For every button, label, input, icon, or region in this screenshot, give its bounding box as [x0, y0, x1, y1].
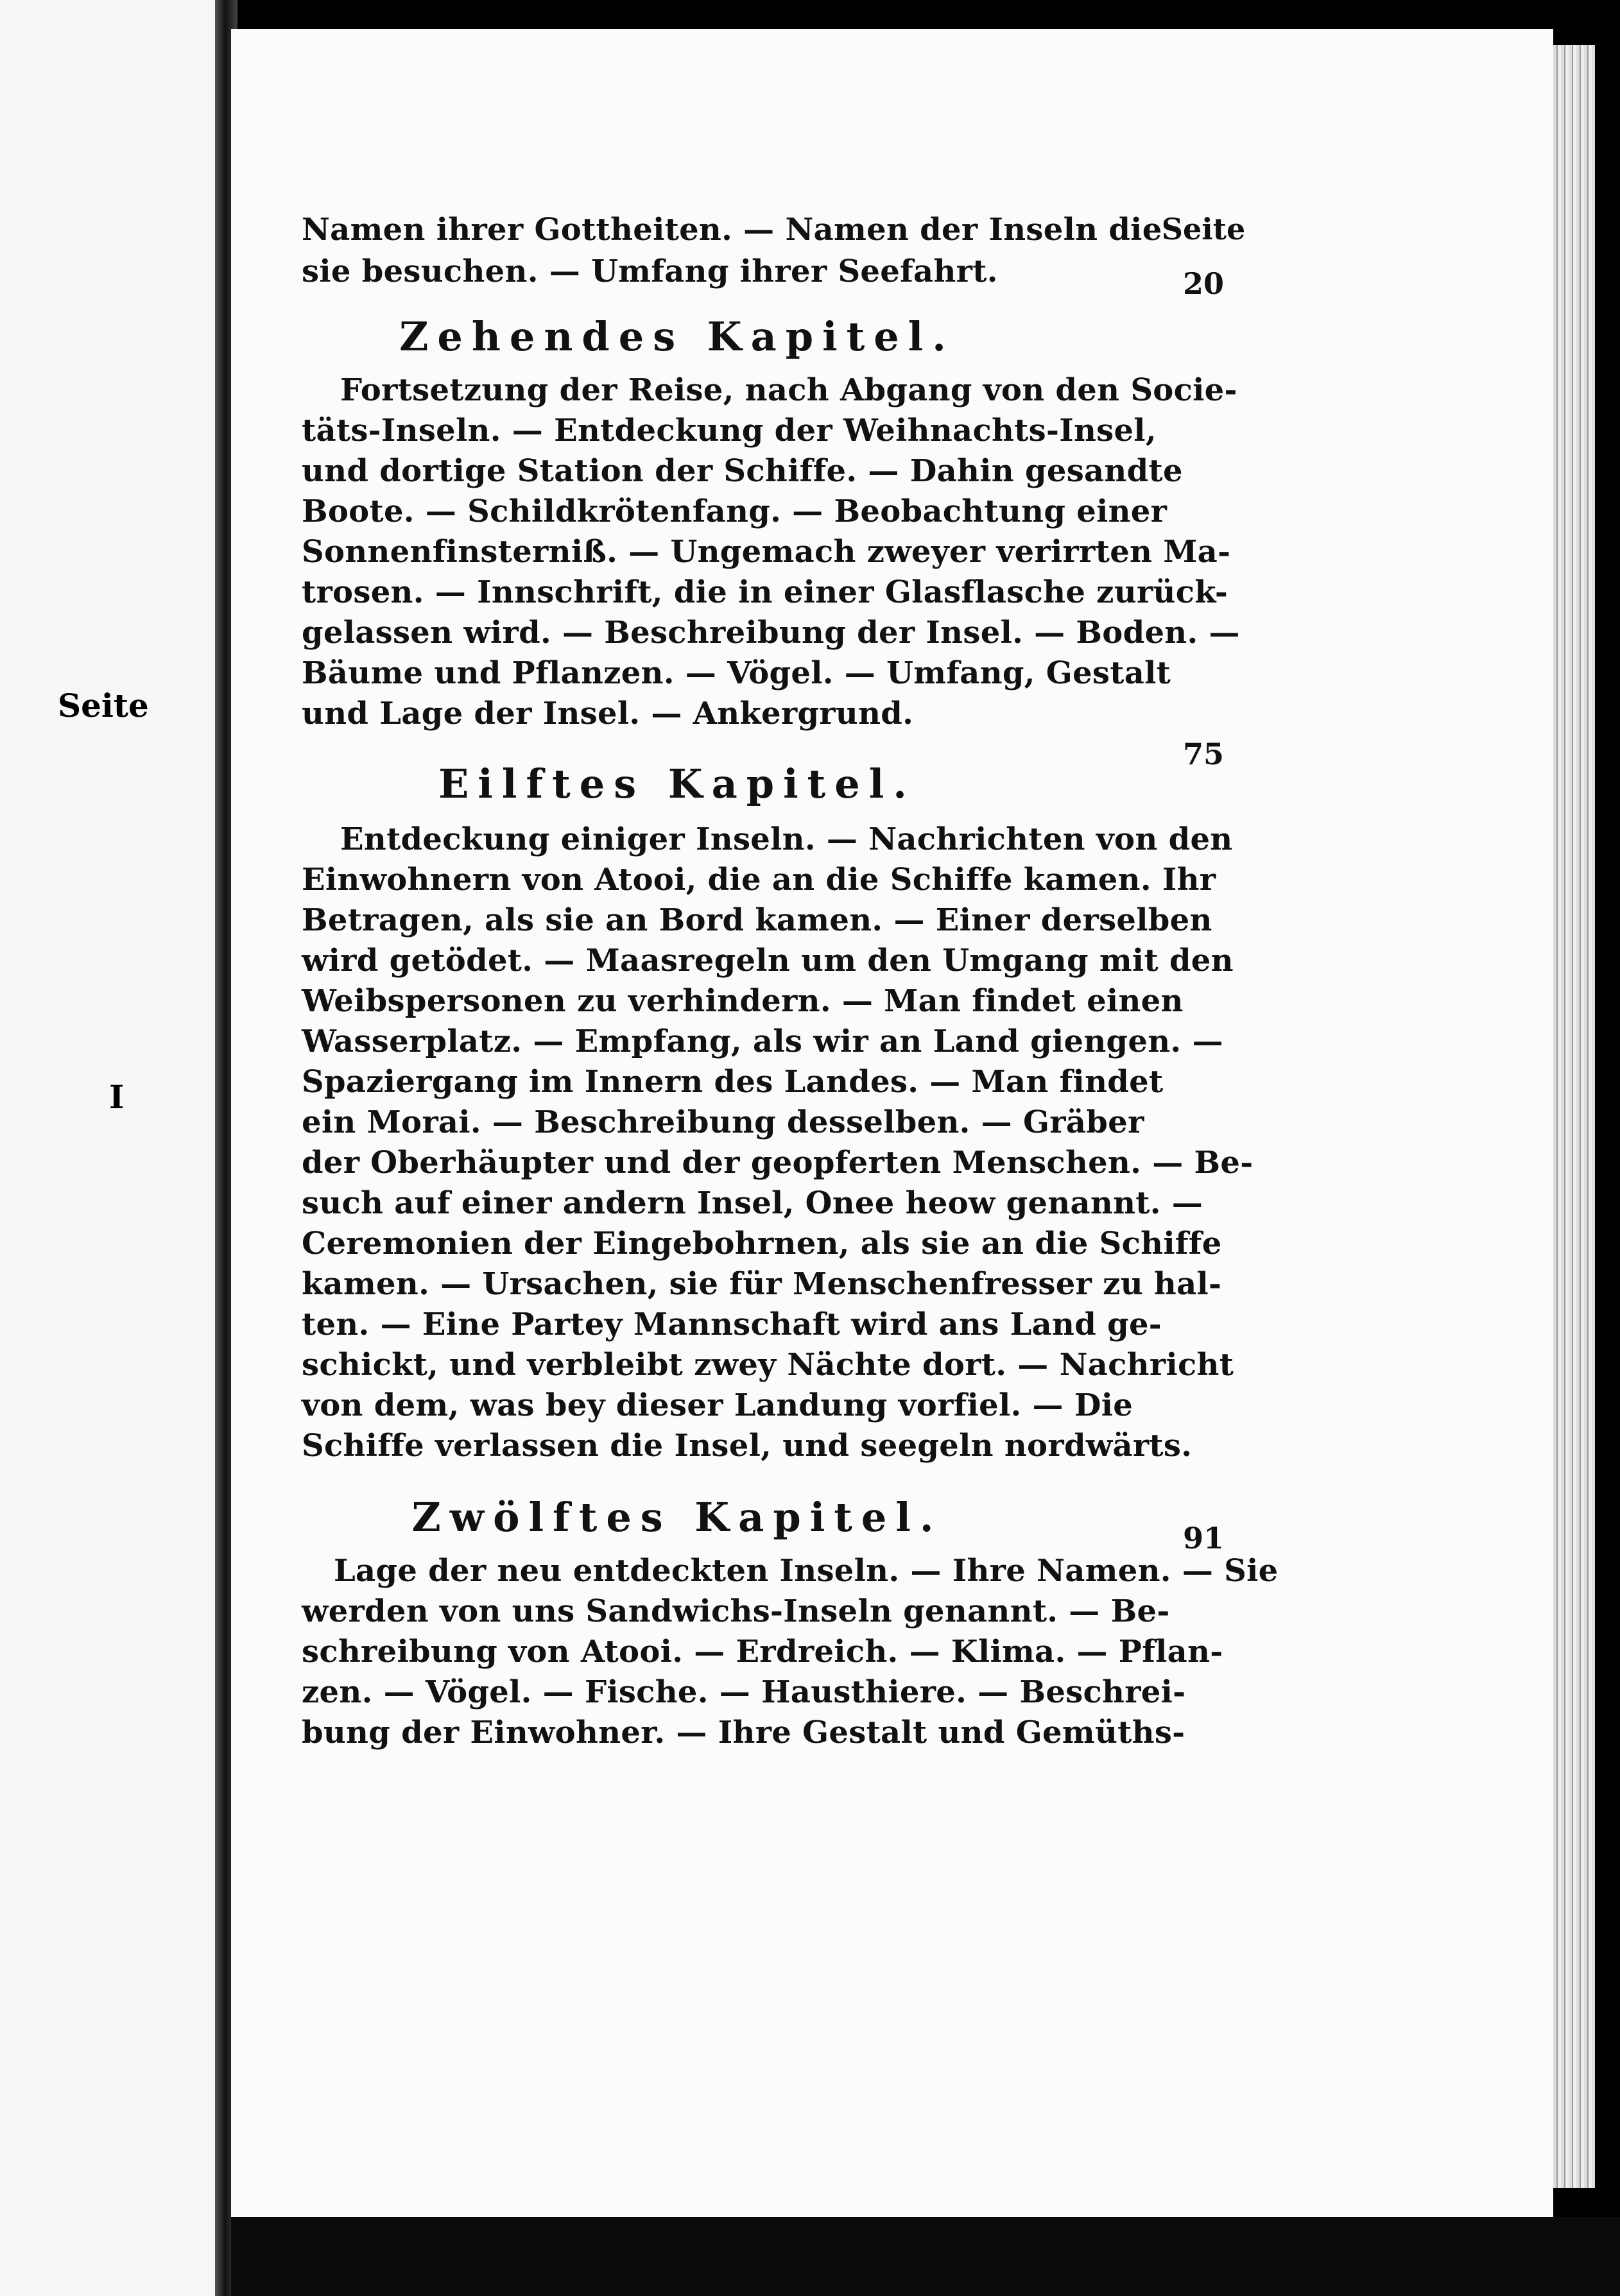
text-line: trosen. — Innschrift, die in einer Glasflasche zurück- [302, 574, 1228, 610]
text-line: der Oberhäupter und der geopferten Menschen. — Be- [302, 1145, 1254, 1181]
page-ref-ch11: 75 [1182, 737, 1224, 771]
margin-seite: Seite [1161, 212, 1246, 246]
left-page [0, 0, 221, 2296]
text-line: Schiffe verlassen die Insel, und seegeln nordwärts. [302, 1428, 1193, 1464]
text-line: wird getödet. — Maasregeln um den Umgang mit den [302, 943, 1234, 979]
text-line: und Lage der Insel. — Ankergrund. [302, 696, 914, 732]
text-line: ein Morai. — Beschreibung desselben. — Gräber [302, 1104, 1144, 1140]
text-line: such auf einer andern Insel, Onee heow genannt. — [302, 1185, 1203, 1221]
text-line: werden von uns Sandwichs-Inseln genannt. — Be- [302, 1593, 1170, 1629]
page-edges [1553, 45, 1595, 2188]
text-line: von dem, was bey dieser Landung vorfiel. — Die [302, 1387, 1133, 1423]
text-line: Spaziergang im Innern des Landes. — Man findet [302, 1064, 1164, 1100]
text-line: Ceremonien der Eingebohrnen, als sie an die Schiffe [302, 1226, 1222, 1262]
text-line: Lage der neu entdeckten Inseln. — Ihre Namen. — Sie [334, 1553, 1279, 1589]
left-margin-fragment: I [109, 1078, 125, 1116]
text-line: sie besuchen. — Umfang ihrer Seefahrt. [302, 253, 998, 289]
text-line: Fortsetzung der Reise, nach Abgang von den Socie- [340, 372, 1237, 408]
text-line: schickt, und verbleibt zwey Nächte dort. — Nachricht [302, 1347, 1234, 1383]
text-line: kamen. — Ursachen, sie für Menschenfresser zu hal- [302, 1266, 1222, 1302]
left-margin-seite: Seite [58, 687, 149, 724]
text-line: Betragen, als sie an Bord kamen. — Einer derselben [302, 902, 1212, 938]
text-line: Wasserplatz. — Empfang, als wir an Land giengen. — [302, 1024, 1223, 1059]
text-line: Sonnenfinsterniß. — Ungemach zweyer verirrten Ma- [302, 534, 1231, 570]
text-line: Namen ihrer Gottheiten. — Namen der Inseln die [302, 212, 1162, 248]
text-line: Einwohnern von Atooi, die an die Schiffe kamen. Ihr [302, 862, 1216, 898]
text-line: Weibspersonen zu verhindern. — Man findet einen [302, 983, 1184, 1019]
page-ref-ch10: 20 [1182, 266, 1224, 301]
text-line: bung der Einwohner. — Ihre Gestalt und Gemüths- [302, 1715, 1185, 1751]
chapter-heading: Zwölftes Kapitel. [411, 1494, 943, 1541]
text-line: gelassen wird. — Beschreibung der Insel. — Boden. — [302, 615, 1240, 651]
text-line: Boote. — Schildkrötenfang. — Beobachtung einer [302, 493, 1168, 529]
text-line: Bäume und Pflanzen. — Vögel. — Umfang, Gestalt [302, 655, 1171, 691]
scan-bottom-edge [231, 2217, 1620, 2296]
text-line: ten. — Eine Partey Mannschaft wird ans Land ge- [302, 1306, 1162, 1342]
chapter-heading: Eilftes Kapitel. [438, 760, 916, 807]
text-line: täts-Inseln. — Entdeckung der Weihnachts-Insel, [302, 413, 1157, 449]
text-line: und dortige Station der Schiffe. — Dahin gesandte [302, 453, 1183, 489]
chapter-heading: Zehendes Kapitel. [399, 313, 955, 360]
page-ref-ch12: 91 [1182, 1521, 1224, 1555]
text-line: Entdeckung einiger Inseln. — Nachrichten von den [340, 821, 1233, 857]
text-line: schreibung von Atooi. — Erdreich. — Klima. — Pflan- [302, 1634, 1223, 1670]
text-line: zen. — Vögel. — Fische. — Hausthiere. — Beschrei- [302, 1674, 1186, 1710]
